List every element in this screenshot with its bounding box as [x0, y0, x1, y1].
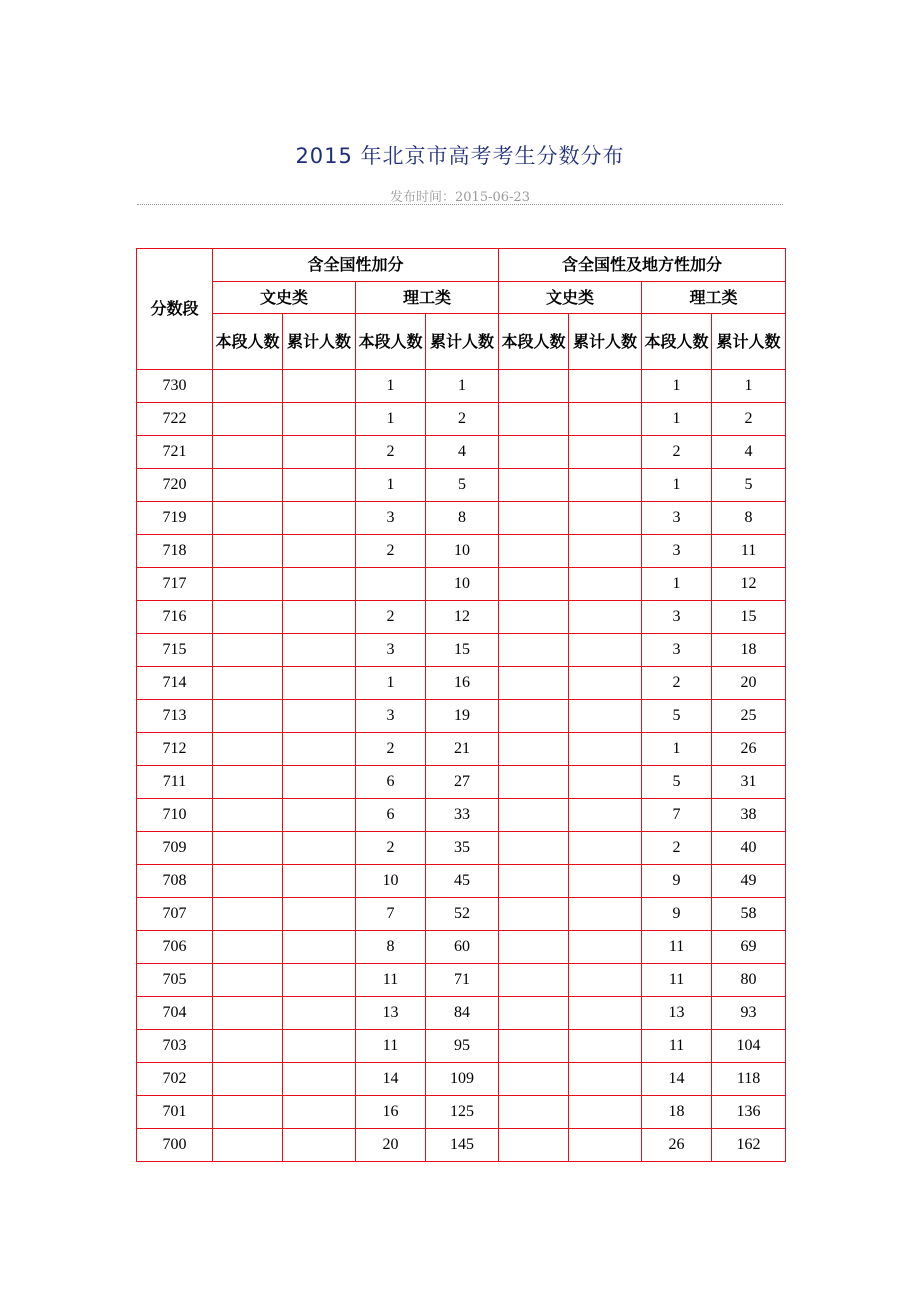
local-liberal-arts-cumulative-cell [569, 370, 642, 403]
national-liberal-arts-segment-cell [213, 700, 283, 733]
local-science-cumulative-cell: 136 [712, 1096, 786, 1129]
local-liberal-arts-cumulative-cell [569, 766, 642, 799]
local-liberal-arts-cumulative-cell [569, 634, 642, 667]
table-row [137, 370, 786, 403]
national-science-cumulative-cell: 52 [426, 898, 499, 931]
national-liberal-arts-cumulative-cell [283, 832, 356, 865]
local-science-segment-cell: 26 [642, 1129, 712, 1162]
local-liberal-arts-cumulative-cell [569, 832, 642, 865]
national-liberal-arts-segment-cell [213, 964, 283, 997]
track-header-liberal-arts: 文史类 [213, 282, 356, 314]
table-row [137, 832, 786, 865]
sub-header-segment-count: 本段人数 [356, 314, 426, 370]
table-row [137, 568, 786, 601]
national-science-cumulative-cell: 4 [426, 436, 499, 469]
national-science-segment-cell: 7 [356, 898, 426, 931]
national-liberal-arts-segment-cell [213, 865, 283, 898]
local-liberal-arts-segment-cell [499, 1129, 569, 1162]
local-liberal-arts-cumulative-cell [569, 733, 642, 766]
national-liberal-arts-cumulative-cell [283, 865, 356, 898]
local-science-segment-cell: 3 [642, 601, 712, 634]
national-liberal-arts-segment-cell [213, 766, 283, 799]
local-science-cumulative-cell: 162 [712, 1129, 786, 1162]
sub-header-cumulative-count: 累计人数 [569, 314, 642, 370]
local-science-segment-cell: 11 [642, 1030, 712, 1063]
national-science-cumulative-cell: 8 [426, 502, 499, 535]
national-liberal-arts-segment-cell [213, 832, 283, 865]
national-science-segment-cell: 14 [356, 1063, 426, 1096]
local-liberal-arts-segment-cell [499, 766, 569, 799]
score-cell: 722 [137, 403, 213, 436]
national-science-segment-cell: 6 [356, 766, 426, 799]
score-cell: 704 [137, 997, 213, 1030]
local-science-segment-cell: 13 [642, 997, 712, 1030]
national-science-segment-cell: 16 [356, 1096, 426, 1129]
local-science-cumulative-cell: 69 [712, 931, 786, 964]
local-liberal-arts-segment-cell [499, 964, 569, 997]
national-science-segment-cell: 1 [356, 403, 426, 436]
local-liberal-arts-segment-cell [499, 997, 569, 1030]
local-science-segment-cell: 3 [642, 502, 712, 535]
local-liberal-arts-cumulative-cell [569, 1129, 642, 1162]
local-liberal-arts-cumulative-cell [569, 1030, 642, 1063]
local-science-cumulative-cell: 5 [712, 469, 786, 502]
score-cell: 721 [137, 436, 213, 469]
local-science-segment-cell: 2 [642, 667, 712, 700]
national-liberal-arts-cumulative-cell [283, 469, 356, 502]
local-science-segment-cell: 9 [642, 898, 712, 931]
table-row [137, 799, 786, 832]
national-liberal-arts-segment-cell [213, 1096, 283, 1129]
local-liberal-arts-cumulative-cell [569, 964, 642, 997]
table-row [137, 502, 786, 535]
local-liberal-arts-segment-cell [499, 370, 569, 403]
national-liberal-arts-segment-cell [213, 1063, 283, 1096]
score-cell: 711 [137, 766, 213, 799]
score-cell: 715 [137, 634, 213, 667]
score-cell: 718 [137, 535, 213, 568]
local-liberal-arts-segment-cell [499, 436, 569, 469]
national-liberal-arts-cumulative-cell [283, 601, 356, 634]
local-science-segment-cell: 5 [642, 700, 712, 733]
national-liberal-arts-cumulative-cell [283, 1030, 356, 1063]
local-liberal-arts-cumulative-cell [569, 1063, 642, 1096]
local-science-cumulative-cell: 118 [712, 1063, 786, 1096]
national-science-segment-cell: 2 [356, 535, 426, 568]
publish-date: 发布时间：2015-06-23 [390, 190, 530, 205]
national-science-cumulative-cell: 109 [426, 1063, 499, 1096]
national-liberal-arts-cumulative-cell [283, 997, 356, 1030]
local-science-cumulative-cell: 1 [712, 370, 786, 403]
local-liberal-arts-cumulative-cell [569, 469, 642, 502]
national-science-cumulative-cell: 5 [426, 469, 499, 502]
local-liberal-arts-cumulative-cell [569, 601, 642, 634]
local-liberal-arts-cumulative-cell [569, 898, 642, 931]
local-liberal-arts-cumulative-cell [569, 502, 642, 535]
local-science-segment-cell: 14 [642, 1063, 712, 1096]
table-row [137, 436, 786, 469]
local-liberal-arts-cumulative-cell [569, 997, 642, 1030]
national-liberal-arts-segment-cell [213, 733, 283, 766]
local-liberal-arts-segment-cell [499, 403, 569, 436]
national-science-segment-cell: 6 [356, 799, 426, 832]
group-header-national: 含全国性加分 [213, 249, 499, 282]
national-science-segment-cell: 1 [356, 469, 426, 502]
national-liberal-arts-cumulative-cell [283, 568, 356, 601]
table-row [137, 601, 786, 634]
local-liberal-arts-segment-cell [499, 898, 569, 931]
title-divider [137, 204, 783, 205]
table-row [137, 733, 786, 766]
national-liberal-arts-cumulative-cell [283, 634, 356, 667]
local-science-segment-cell: 2 [642, 832, 712, 865]
national-liberal-arts-segment-cell [213, 535, 283, 568]
local-liberal-arts-segment-cell [499, 865, 569, 898]
national-science-cumulative-cell: 45 [426, 865, 499, 898]
table-row [137, 535, 786, 568]
table-row [137, 469, 786, 502]
track-header-liberal-arts: 文史类 [499, 282, 642, 314]
national-science-segment-cell [356, 568, 426, 601]
local-liberal-arts-cumulative-cell [569, 535, 642, 568]
national-science-cumulative-cell: 15 [426, 634, 499, 667]
national-science-segment-cell: 2 [356, 733, 426, 766]
track-header-science: 理工类 [642, 282, 786, 314]
local-science-cumulative-cell: 49 [712, 865, 786, 898]
local-science-cumulative-cell: 80 [712, 964, 786, 997]
local-science-segment-cell: 1 [642, 733, 712, 766]
table-row [137, 700, 786, 733]
local-science-cumulative-cell: 31 [712, 766, 786, 799]
local-science-segment-cell: 18 [642, 1096, 712, 1129]
national-science-segment-cell: 10 [356, 865, 426, 898]
national-science-cumulative-cell: 84 [426, 997, 499, 1030]
table-body [137, 370, 786, 1162]
score-range-header: 分数段 [137, 249, 213, 370]
table-row [137, 403, 786, 436]
local-science-segment-cell: 9 [642, 865, 712, 898]
national-liberal-arts-segment-cell [213, 667, 283, 700]
score-cell: 710 [137, 799, 213, 832]
national-liberal-arts-segment-cell [213, 931, 283, 964]
national-science-cumulative-cell: 27 [426, 766, 499, 799]
score-cell: 709 [137, 832, 213, 865]
local-liberal-arts-segment-cell [499, 733, 569, 766]
national-science-cumulative-cell: 125 [426, 1096, 499, 1129]
national-liberal-arts-segment-cell [213, 898, 283, 931]
score-cell: 713 [137, 700, 213, 733]
national-science-cumulative-cell: 12 [426, 601, 499, 634]
national-science-segment-cell: 3 [356, 700, 426, 733]
local-science-segment-cell: 7 [642, 799, 712, 832]
table-row [137, 1129, 786, 1162]
sub-header-segment-count: 本段人数 [213, 314, 283, 370]
sub-header-cumulative-count: 累计人数 [426, 314, 499, 370]
national-liberal-arts-cumulative-cell [283, 799, 356, 832]
table-row [137, 931, 786, 964]
local-liberal-arts-cumulative-cell [569, 403, 642, 436]
local-liberal-arts-cumulative-cell [569, 1096, 642, 1129]
national-science-segment-cell: 11 [356, 1030, 426, 1063]
sub-header-cumulative-count: 累计人数 [283, 314, 356, 370]
national-science-segment-cell: 11 [356, 964, 426, 997]
local-science-cumulative-cell: 4 [712, 436, 786, 469]
national-science-cumulative-cell: 16 [426, 667, 499, 700]
national-science-cumulative-cell: 35 [426, 832, 499, 865]
local-science-segment-cell: 11 [642, 931, 712, 964]
national-liberal-arts-segment-cell [213, 601, 283, 634]
local-liberal-arts-cumulative-cell [569, 931, 642, 964]
table-row [137, 667, 786, 700]
local-liberal-arts-segment-cell [499, 799, 569, 832]
local-science-cumulative-cell: 11 [712, 535, 786, 568]
local-liberal-arts-segment-cell [499, 1096, 569, 1129]
national-science-segment-cell: 20 [356, 1129, 426, 1162]
score-cell: 714 [137, 667, 213, 700]
national-science-cumulative-cell: 10 [426, 568, 499, 601]
national-science-segment-cell: 2 [356, 601, 426, 634]
local-science-cumulative-cell: 20 [712, 667, 786, 700]
national-liberal-arts-segment-cell [213, 1030, 283, 1063]
national-liberal-arts-segment-cell [213, 799, 283, 832]
local-liberal-arts-cumulative-cell [569, 799, 642, 832]
score-cell: 706 [137, 931, 213, 964]
national-science-segment-cell: 8 [356, 931, 426, 964]
local-liberal-arts-segment-cell [499, 469, 569, 502]
national-science-cumulative-cell: 21 [426, 733, 499, 766]
score-cell: 702 [137, 1063, 213, 1096]
group-header-national-local: 含全国性及地方性加分 [499, 249, 786, 282]
local-liberal-arts-segment-cell [499, 502, 569, 535]
score-cell: 712 [137, 733, 213, 766]
local-science-cumulative-cell: 15 [712, 601, 786, 634]
page-title: 2015 年北京市高考考生分数分布 [295, 144, 625, 168]
local-liberal-arts-segment-cell [499, 535, 569, 568]
national-liberal-arts-cumulative-cell [283, 667, 356, 700]
national-science-segment-cell: 3 [356, 502, 426, 535]
sub-header-segment-count: 本段人数 [499, 314, 569, 370]
local-science-segment-cell: 3 [642, 535, 712, 568]
local-science-segment-cell: 2 [642, 436, 712, 469]
table-row [137, 964, 786, 997]
table-row [137, 1096, 786, 1129]
local-science-cumulative-cell: 2 [712, 403, 786, 436]
table-row [137, 865, 786, 898]
national-liberal-arts-segment-cell [213, 403, 283, 436]
national-science-cumulative-cell: 33 [426, 799, 499, 832]
score-cell: 700 [137, 1129, 213, 1162]
national-liberal-arts-cumulative-cell [283, 931, 356, 964]
local-liberal-arts-cumulative-cell [569, 667, 642, 700]
national-liberal-arts-cumulative-cell [283, 700, 356, 733]
score-cell: 707 [137, 898, 213, 931]
local-science-cumulative-cell: 12 [712, 568, 786, 601]
local-science-cumulative-cell: 18 [712, 634, 786, 667]
national-liberal-arts-segment-cell [213, 436, 283, 469]
national-science-cumulative-cell: 10 [426, 535, 499, 568]
local-science-segment-cell: 1 [642, 370, 712, 403]
score-cell: 716 [137, 601, 213, 634]
local-liberal-arts-segment-cell [499, 568, 569, 601]
local-liberal-arts-cumulative-cell [569, 700, 642, 733]
local-liberal-arts-segment-cell [499, 832, 569, 865]
national-liberal-arts-cumulative-cell [283, 964, 356, 997]
local-liberal-arts-segment-cell [499, 601, 569, 634]
national-science-cumulative-cell: 95 [426, 1030, 499, 1063]
national-science-cumulative-cell: 1 [426, 370, 499, 403]
national-liberal-arts-cumulative-cell [283, 898, 356, 931]
national-liberal-arts-segment-cell [213, 502, 283, 535]
score-cell: 703 [137, 1030, 213, 1063]
local-liberal-arts-cumulative-cell [569, 568, 642, 601]
national-science-cumulative-cell: 2 [426, 403, 499, 436]
score-cell: 708 [137, 865, 213, 898]
local-science-cumulative-cell: 8 [712, 502, 786, 535]
national-science-segment-cell: 2 [356, 436, 426, 469]
local-liberal-arts-segment-cell [499, 667, 569, 700]
local-science-segment-cell: 11 [642, 964, 712, 997]
sub-header-cumulative-count: 累计人数 [712, 314, 786, 370]
score-distribution-table [136, 248, 786, 1162]
national-science-cumulative-cell: 19 [426, 700, 499, 733]
national-liberal-arts-segment-cell [213, 634, 283, 667]
local-liberal-arts-segment-cell [499, 700, 569, 733]
national-liberal-arts-cumulative-cell [283, 1096, 356, 1129]
local-science-cumulative-cell: 104 [712, 1030, 786, 1063]
local-liberal-arts-cumulative-cell [569, 436, 642, 469]
national-liberal-arts-cumulative-cell [283, 370, 356, 403]
national-liberal-arts-cumulative-cell [283, 733, 356, 766]
score-cell: 701 [137, 1096, 213, 1129]
sub-header-segment-count: 本段人数 [642, 314, 712, 370]
national-liberal-arts-cumulative-cell [283, 766, 356, 799]
local-science-segment-cell: 5 [642, 766, 712, 799]
score-cell: 730 [137, 370, 213, 403]
national-science-cumulative-cell: 60 [426, 931, 499, 964]
national-science-cumulative-cell: 71 [426, 964, 499, 997]
local-liberal-arts-segment-cell [499, 931, 569, 964]
national-science-segment-cell: 3 [356, 634, 426, 667]
score-cell: 717 [137, 568, 213, 601]
table-row [137, 1063, 786, 1096]
national-science-cumulative-cell: 145 [426, 1129, 499, 1162]
local-science-segment-cell: 1 [642, 469, 712, 502]
local-science-segment-cell: 1 [642, 403, 712, 436]
table-row [137, 766, 786, 799]
local-science-cumulative-cell: 93 [712, 997, 786, 1030]
local-liberal-arts-segment-cell [499, 1063, 569, 1096]
national-liberal-arts-segment-cell [213, 1129, 283, 1162]
local-science-cumulative-cell: 58 [712, 898, 786, 931]
national-liberal-arts-cumulative-cell [283, 1063, 356, 1096]
table-row [137, 997, 786, 1030]
national-liberal-arts-cumulative-cell [283, 535, 356, 568]
national-liberal-arts-cumulative-cell [283, 403, 356, 436]
local-science-cumulative-cell: 38 [712, 799, 786, 832]
local-liberal-arts-cumulative-cell [569, 865, 642, 898]
table-row [137, 1030, 786, 1063]
table-header [137, 249, 786, 370]
national-liberal-arts-cumulative-cell [283, 1129, 356, 1162]
national-liberal-arts-cumulative-cell [283, 436, 356, 469]
local-liberal-arts-segment-cell [499, 634, 569, 667]
track-header-science: 理工类 [356, 282, 499, 314]
national-liberal-arts-segment-cell [213, 997, 283, 1030]
national-science-segment-cell: 1 [356, 370, 426, 403]
national-science-segment-cell: 2 [356, 832, 426, 865]
score-cell: 720 [137, 469, 213, 502]
score-cell: 719 [137, 502, 213, 535]
local-liberal-arts-segment-cell [499, 1030, 569, 1063]
local-science-cumulative-cell: 25 [712, 700, 786, 733]
local-science-segment-cell: 1 [642, 568, 712, 601]
score-cell: 705 [137, 964, 213, 997]
table-row [137, 634, 786, 667]
national-liberal-arts-segment-cell [213, 469, 283, 502]
national-science-segment-cell: 1 [356, 667, 426, 700]
local-science-cumulative-cell: 26 [712, 733, 786, 766]
national-liberal-arts-cumulative-cell [283, 502, 356, 535]
national-liberal-arts-segment-cell [213, 568, 283, 601]
local-science-segment-cell: 3 [642, 634, 712, 667]
national-liberal-arts-segment-cell [213, 370, 283, 403]
local-science-cumulative-cell: 40 [712, 832, 786, 865]
table-row [137, 898, 786, 931]
national-science-segment-cell: 13 [356, 997, 426, 1030]
